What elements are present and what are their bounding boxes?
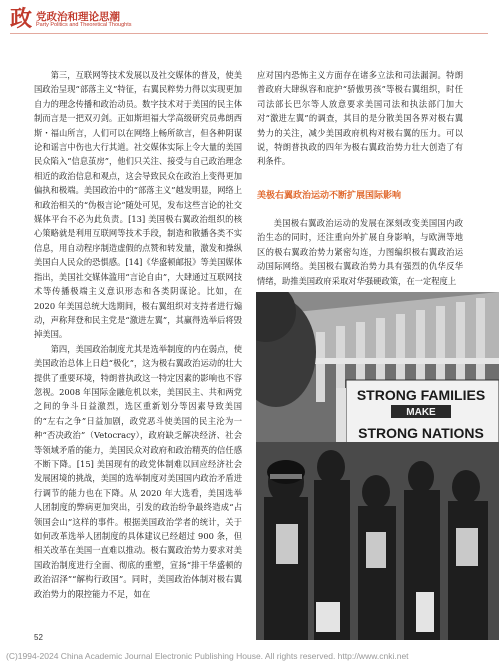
page-number: 52 <box>34 633 43 642</box>
journal-subtitle: Party Politics and Theoretical Thoughts <box>36 22 132 28</box>
left-column <box>34 68 242 601</box>
paragraph-fourth: 第四，美国政治制度尤其是选举制度的内在弱点，使美国政治总体上日趋“极化”，这为极右翼政治运动的壮大提供了重要环境，特朗普执政这一特定因素的影响也不容忽视。2008 年国际金融危机以来，美国民主、共和两党之间的争斗日益激烈，选区重新划分等因素导致美国的“左右之争”日益加剧，政党恶斗使美国的民主沦为一种“否决政治”（Vetocracy），政府缺乏解决经济、社会等领域矛盾的能力，美国民众对政府和政治精英的信任感不断下降。[15] 美国现有的政党体制难以回应经济社会发展困境的挑战，美国的选举制度对美国国内政治矛盾进行调节的能力也在下降。从 2020 年大选看，美国选举人团制度的弊病更加突出，引发的政治纷争最终造成“占领国会山”这样的事件。根据美国政治学者的统计，关于如何改革选举人团制度的具体建议已经超过 900 条，但相关改革在美国一直难以推动。极右翼政治势力要求对美国政治制度进行全面、彻底的重塑，宣扬“排干华盛顿的政治沼泽”“解构行政国”。同时，美国政治体制对极右翼政治势力的限控能力不足，如在 <box>34 343 242 599</box>
right-column-middle <box>257 216 463 288</box>
journal-header <box>10 8 310 32</box>
copyright-footer: (C)1994-2024 China Academic Journal Electronic Publishing House. All rights reserved. http://www.cnki.net <box>6 651 409 661</box>
section-heading: 美极右翼政治运动不断扩展国际影响 <box>257 191 402 201</box>
banner-text-3: STRONG NATIONS <box>358 425 484 441</box>
paragraph-international: 美国极右翼政治运动的发展在深刻改变美国国内政治生态的同时，还注重向外扩展自身影响，与欧洲等地区的极右翼政治势力紧密勾连，力图编织极右翼政治运动国际网络。美国极右翼政治势力具有强烈的仇华反华情绪，助推美国政府采取对华强硬政策，在一定程度上 <box>257 218 463 286</box>
paragraph-continued: 应对国内恐怖主义方面存在诸多立法和司法漏洞。特朗普政府大肆纵容和庇护“骄傲男孩”等极右翼组织，时任司法部长巴尔等人放意要求美国司法和执法部门加大对“激进左翼”的调查，其目的是分散美国各界对极右翼势力的关注，减少美国政府机构对极右翼的压力。可以说，特朗普执政的四年为极右翼政治势力壮大创造了有利条件。 <box>257 70 463 167</box>
banner-text-2: MAKE <box>406 407 436 418</box>
rally-photo <box>256 292 499 640</box>
right-column-top <box>257 68 463 169</box>
banner-text-1: STRONG FAMILIES <box>356 387 486 403</box>
paragraph-third: 第三，互联网等技术发展以及社交媒体的普及，使美国政治呈现“部落主义”特征，右翼民粹势力得以实现更加自力的理念传播和政治动员。数字技术对于美国的民主体制而言是一把双刃剑。正如斯坦福大学高级研究员弗朗西斯・福山所言，人们可以在网络上畅所欲言，但各种阴谋论和谣言中伤也大行其道。社交媒体实际上令大量的美国民众陷入“信息茧房”，他们只关注、接受与自己政治理念相近的政治信息和观点，这会导致民众在政治上变得更加偏执和极端。美国政治中的“部落主义”越发明显，网络上和政治相关的“伪极言论”随处可见，发布这些言论的社交媒体平台不必为此负责。[13] 美国极右翼政治组织的核心策略就是利用互联网等技术手段，制造和散播各类不实信息，用自动程序制造虚假的点赞和转发量，激发和操纵美国白人民众的恐惧感。[14]《华盛顿邮报》等美国媒体指出，美国社交媒体滥用“言论自由”，大肆通过互联网技术等传播极端主义意识形态和各类阴谋论。比如，在 2020 年美国总统大选期间，极右翼组织对支持者进行煽动，声称拜登和民主党是“激进左翼”，其赢得选举后将毁掉美国。 <box>34 70 242 340</box>
header-divider <box>10 33 488 34</box>
journal-title: 党政治和理论思潮 <box>36 11 120 23</box>
journal-logo: 政 <box>10 6 33 32</box>
